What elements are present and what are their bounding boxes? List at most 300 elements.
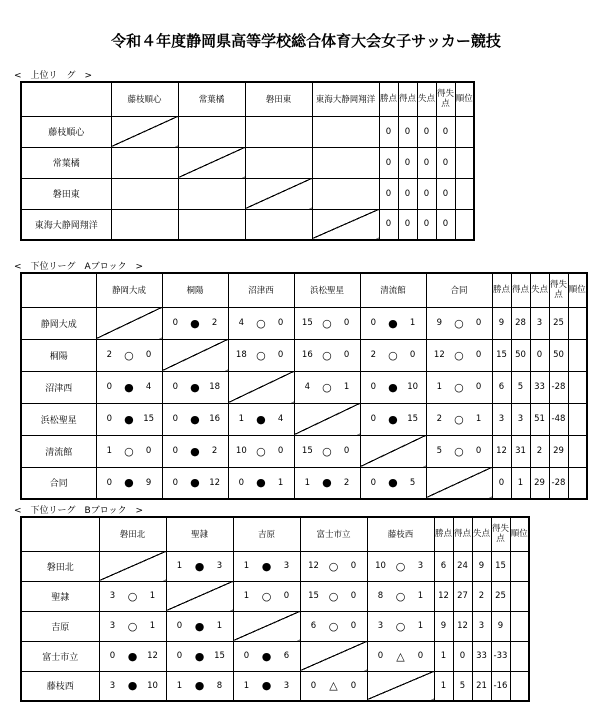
stat-cell: 0 — [453, 641, 472, 671]
goals-against: 0 — [145, 446, 152, 456]
header-row — [21, 82, 474, 116]
match-result-cell — [166, 641, 233, 671]
goals-for: 1 — [304, 477, 311, 488]
result-symbol: ● — [194, 679, 205, 693]
row-header-team: 聖隷 — [21, 581, 99, 611]
result-symbol: ○ — [322, 348, 332, 362]
row-header-team: 磐田東 — [21, 178, 111, 209]
goals-against: 15 — [214, 651, 225, 661]
match-result-cell — [294, 339, 360, 371]
stat-cell: 5 — [453, 671, 472, 701]
goals-for: 0 — [106, 382, 113, 392]
stat-cell: 33 — [472, 641, 491, 671]
stat-cell — [568, 307, 587, 339]
stat-cell — [568, 403, 587, 435]
goals-for: 1 — [238, 414, 245, 424]
result-symbol: ● — [322, 476, 332, 490]
match-result-cell — [111, 147, 178, 178]
stat-cell — [455, 178, 474, 209]
stat-cell: 50 — [511, 339, 530, 371]
goals-against: 0 — [343, 318, 350, 328]
match-result-cell — [111, 209, 178, 240]
result-symbol: ● — [388, 476, 398, 490]
stat-cell: 6 — [492, 371, 511, 403]
diagonal-cell — [312, 209, 379, 240]
stat-cell: 0 — [417, 209, 436, 240]
goals-for: 1 — [243, 680, 250, 691]
goals-against: 4 — [145, 382, 152, 392]
table-row — [21, 403, 587, 435]
goals-for: 15 — [301, 446, 313, 456]
result-symbol: △ — [396, 649, 405, 663]
row-header-team: 東海大静岡翔洋 — [21, 209, 111, 240]
goals-against: 10 — [147, 680, 158, 691]
goals-for: 1 — [106, 446, 113, 456]
result-symbol: ○ — [256, 316, 266, 330]
diagonal-cell — [360, 435, 426, 467]
match-result-cell — [300, 671, 367, 701]
goals-against: 0 — [350, 591, 357, 601]
stat-cell: 5 — [511, 371, 530, 403]
stat-cell: 0 — [379, 147, 398, 178]
result-symbol: ● — [124, 380, 134, 394]
match-result-cell — [228, 339, 294, 371]
goals-against: 16 — [209, 414, 221, 424]
goals-for: 2 — [106, 350, 113, 360]
match-result-cell — [245, 147, 312, 178]
result-symbol: ● — [190, 476, 200, 490]
goals-for: 1 — [436, 382, 443, 392]
row-header-team: 沼津西 — [21, 371, 96, 403]
diagonal-cell — [294, 403, 360, 435]
result-symbol: ○ — [454, 380, 464, 394]
result-symbol: ○ — [454, 412, 464, 426]
match-result-cell — [233, 551, 300, 581]
column-header-stat: 得失点 — [436, 82, 455, 116]
column-header-stat: 順位 — [455, 82, 474, 116]
match-result-cell — [426, 307, 492, 339]
row-header-team: 藤枝西 — [21, 671, 99, 701]
goals-against: 3 — [417, 561, 424, 571]
stat-cell: -28 — [549, 371, 568, 403]
column-header-team: 磐田東 — [245, 82, 312, 116]
goals-for: 1 — [243, 591, 250, 601]
column-header-stat: 失点 — [472, 517, 491, 551]
goals-against: 2 — [343, 477, 350, 488]
stat-cell: 2 — [530, 435, 549, 467]
stat-cell: 28 — [511, 307, 530, 339]
goals-against: 3 — [283, 561, 290, 571]
result-symbol: ○ — [328, 619, 339, 633]
stat-cell: 29 — [549, 435, 568, 467]
goals-for: 10 — [375, 561, 386, 571]
goals-against: 6 — [283, 651, 290, 661]
stat-cell — [568, 435, 587, 467]
stat-cell: 0 — [417, 147, 436, 178]
corner-cell — [21, 82, 111, 116]
table-row — [21, 147, 474, 178]
corner-cell — [21, 517, 99, 551]
goals-against: 1 — [343, 382, 350, 392]
match-result-cell — [233, 671, 300, 701]
goals-against: 3 — [216, 561, 223, 571]
stat-cell — [510, 671, 529, 701]
match-result-cell — [360, 371, 426, 403]
goals-for: 1 — [243, 561, 250, 571]
goals-against: 18 — [209, 382, 221, 392]
table-row — [21, 339, 587, 371]
goals-against: 0 — [277, 350, 284, 360]
match-result-cell — [245, 209, 312, 240]
goals-against: 3 — [283, 680, 290, 691]
goals-for: 9 — [436, 318, 443, 328]
goals-for: 18 — [235, 350, 247, 360]
column-header-stat: 得失点 — [491, 517, 510, 551]
goals-against: 1 — [216, 621, 223, 631]
match-result-cell — [166, 671, 233, 701]
stat-cell: 3 — [492, 403, 511, 435]
match-result-cell — [360, 403, 426, 435]
match-result-cell — [166, 551, 233, 581]
diagonal-cell — [367, 671, 434, 701]
stat-cell: -33 — [491, 641, 510, 671]
result-symbol: ○ — [328, 589, 339, 603]
goals-against: 4 — [277, 414, 284, 424]
match-result-cell — [245, 116, 312, 147]
match-result-cell — [96, 403, 162, 435]
goals-against: 1 — [417, 591, 424, 601]
result-symbol: ● — [124, 412, 134, 426]
stat-cell: 25 — [491, 581, 510, 611]
result-symbol: ○ — [322, 444, 332, 458]
column-header-team: 藤枝西 — [367, 517, 434, 551]
stat-cell: -16 — [491, 671, 510, 701]
result-symbol: ○ — [127, 589, 138, 603]
stat-cell: 1 — [511, 467, 530, 499]
table-row — [21, 671, 529, 701]
match-result-cell — [233, 641, 300, 671]
result-symbol: ○ — [454, 348, 464, 362]
goals-for: 0 — [370, 382, 377, 392]
match-result-cell — [367, 641, 434, 671]
row-header-team: 磐田北 — [21, 551, 99, 581]
goals-against: 2 — [211, 446, 218, 456]
result-symbol: ○ — [388, 348, 398, 362]
match-result-cell — [162, 307, 228, 339]
stat-cell: 9 — [491, 611, 510, 641]
goals-against: 5 — [409, 477, 416, 488]
stat-cell — [455, 147, 474, 178]
result-symbol: ○ — [261, 589, 272, 603]
lower-a-block-label: < 下位リーグ Aブロック > — [14, 262, 144, 272]
result-symbol: ● — [388, 412, 398, 426]
goals-for: 8 — [377, 591, 384, 601]
goals-for: 3 — [109, 591, 116, 601]
result-symbol: ● — [194, 649, 205, 663]
result-symbol: ● — [261, 679, 272, 693]
diagonal-cell — [96, 307, 162, 339]
column-header-team: 浜松聖星 — [294, 273, 360, 307]
lower-b-block-label: < 下位リーグ Bブロック > — [14, 506, 144, 516]
column-header-stat: 失点 — [530, 273, 549, 307]
table-row — [21, 551, 529, 581]
stat-cell: 0 — [398, 209, 417, 240]
result-symbol: ● — [256, 476, 266, 490]
diagonal-cell — [300, 641, 367, 671]
stat-cell: 1 — [434, 641, 453, 671]
goals-against: 9 — [145, 477, 152, 488]
stat-cell: 29 — [530, 467, 549, 499]
table-row — [21, 581, 529, 611]
result-symbol: ● — [190, 316, 200, 330]
result-symbol: ○ — [395, 559, 406, 573]
goals-against: 1 — [475, 414, 482, 424]
goals-against: 10 — [407, 382, 419, 392]
stat-cell: 0 — [398, 178, 417, 209]
match-result-cell — [99, 611, 166, 641]
goals-for: 6 — [310, 621, 317, 631]
goals-for: 4 — [304, 382, 311, 392]
table-row — [21, 435, 587, 467]
stat-cell: 9 — [434, 611, 453, 641]
column-header-team: 沼津西 — [228, 273, 294, 307]
match-result-cell — [99, 671, 166, 701]
column-header-team: 吉原 — [233, 517, 300, 551]
stat-cell — [510, 581, 529, 611]
column-header-team: 東海大静岡翔洋 — [312, 82, 379, 116]
goals-for: 2 — [436, 414, 443, 424]
stat-cell: 0 — [436, 116, 455, 147]
goals-against: 1 — [409, 318, 416, 328]
goals-against: 8 — [216, 680, 223, 691]
goals-for: 3 — [109, 621, 116, 631]
goals-against: 1 — [149, 621, 156, 631]
goals-for: 10 — [235, 446, 247, 456]
column-header-stat: 順位 — [510, 517, 529, 551]
match-result-cell — [312, 178, 379, 209]
table-row — [21, 209, 474, 240]
corner-cell — [21, 273, 96, 307]
goals-for: 5 — [436, 446, 443, 456]
goals-against: 1 — [277, 477, 284, 488]
match-result-cell — [312, 147, 379, 178]
match-result-cell — [300, 551, 367, 581]
goals-for: 0 — [106, 477, 113, 488]
result-symbol: ● — [256, 412, 266, 426]
match-result-cell — [426, 371, 492, 403]
stat-cell: 31 — [511, 435, 530, 467]
stat-cell: 27 — [453, 581, 472, 611]
stat-cell: -48 — [549, 403, 568, 435]
diagonal-cell — [228, 371, 294, 403]
column-header-stat: 勝点 — [379, 82, 398, 116]
stat-cell: 12 — [453, 611, 472, 641]
column-header-stat: 勝点 — [492, 273, 511, 307]
match-result-cell — [367, 551, 434, 581]
match-result-cell — [426, 403, 492, 435]
stat-cell: 2 — [472, 581, 491, 611]
upper-league-table — [20, 81, 475, 241]
row-header-team: 吉原 — [21, 611, 99, 641]
column-header-stat: 勝点 — [434, 517, 453, 551]
match-result-cell — [294, 371, 360, 403]
stat-cell — [568, 339, 587, 371]
goals-against: 0 — [475, 350, 482, 360]
goals-for: 0 — [172, 446, 179, 456]
table-row — [21, 116, 474, 147]
stat-cell: 12 — [434, 581, 453, 611]
row-header-team: 静岡大成 — [21, 307, 96, 339]
goals-against: 0 — [283, 591, 290, 601]
column-header-team: 清流館 — [360, 273, 426, 307]
match-result-cell — [96, 371, 162, 403]
goals-against: 0 — [350, 561, 357, 571]
column-header-stat: 得点 — [453, 517, 472, 551]
goals-against: 0 — [475, 382, 482, 392]
row-header-team: 浜松聖星 — [21, 403, 96, 435]
stat-cell — [510, 611, 529, 641]
match-result-cell — [294, 435, 360, 467]
table-row — [21, 611, 529, 641]
goals-against: 2 — [211, 318, 218, 328]
goals-for: 16 — [301, 350, 313, 360]
row-header-team: 富士市立 — [21, 641, 99, 671]
stat-cell: 25 — [549, 307, 568, 339]
diagonal-cell — [426, 467, 492, 499]
stat-cell: 3 — [530, 307, 549, 339]
goals-for: 0 — [172, 414, 179, 424]
stat-cell: 3 — [472, 611, 491, 641]
goals-for: 4 — [238, 318, 245, 328]
column-header-team: 富士市立 — [300, 517, 367, 551]
result-symbol: ● — [127, 649, 138, 663]
diagonal-cell — [233, 611, 300, 641]
result-symbol: ○ — [454, 444, 464, 458]
goals-against: 12 — [209, 477, 221, 488]
result-symbol: ○ — [124, 444, 134, 458]
stat-cell: 0 — [436, 209, 455, 240]
table-row — [21, 371, 587, 403]
result-symbol: ● — [194, 619, 205, 633]
goals-for: 0 — [370, 477, 377, 488]
diagonal-cell — [245, 178, 312, 209]
result-symbol: ● — [124, 476, 134, 490]
stat-cell — [455, 209, 474, 240]
goals-for: 0 — [106, 414, 113, 424]
goals-for: 12 — [308, 561, 319, 571]
goals-for: 0 — [172, 382, 179, 392]
goals-for: 0 — [370, 318, 377, 328]
goals-for: 0 — [176, 651, 183, 661]
stat-cell: 15 — [491, 551, 510, 581]
match-result-cell — [96, 435, 162, 467]
stat-cell: 12 — [492, 435, 511, 467]
result-symbol: ○ — [328, 559, 339, 573]
goals-for: 0 — [370, 414, 377, 424]
stat-cell: 51 — [530, 403, 549, 435]
match-result-cell — [178, 209, 245, 240]
stat-cell: 21 — [472, 671, 491, 701]
stat-cell: 6 — [434, 551, 453, 581]
result-symbol: ○ — [256, 444, 266, 458]
goals-against: 0 — [277, 446, 284, 456]
row-header-team: 桐陽 — [21, 339, 96, 371]
header-row — [21, 273, 587, 307]
stat-cell: 0 — [379, 116, 398, 147]
column-header-stat: 失点 — [417, 82, 436, 116]
diagonal-cell — [111, 116, 178, 147]
stat-cell: 15 — [492, 339, 511, 371]
stat-cell: 24 — [453, 551, 472, 581]
goals-for: 3 — [109, 680, 116, 691]
upper-league-label: < 上位リ グ > — [14, 71, 93, 81]
goals-against: 0 — [475, 446, 482, 456]
goals-for: 0 — [377, 651, 384, 661]
stat-cell: 0 — [398, 116, 417, 147]
row-header-team: 常葉橘 — [21, 147, 111, 178]
diagonal-cell — [166, 581, 233, 611]
stat-cell — [510, 641, 529, 671]
match-result-cell — [426, 435, 492, 467]
goals-for: 0 — [176, 621, 183, 631]
table-row — [21, 307, 587, 339]
stat-cell: 0 — [436, 178, 455, 209]
column-header-stat: 順位 — [568, 273, 587, 307]
goals-for: 15 — [308, 591, 319, 601]
goals-for: 0 — [172, 477, 179, 488]
goals-against: 0 — [343, 446, 350, 456]
goals-against: 1 — [149, 591, 156, 601]
result-symbol: ● — [388, 380, 398, 394]
stat-cell: 0 — [492, 467, 511, 499]
result-symbol: ○ — [454, 316, 464, 330]
stat-cell: 0 — [398, 147, 417, 178]
goals-for: 1 — [176, 680, 183, 691]
goals-for: 2 — [370, 350, 377, 360]
result-symbol: ○ — [127, 619, 138, 633]
goals-against: 0 — [409, 350, 416, 360]
match-result-cell — [294, 307, 360, 339]
match-result-cell — [99, 641, 166, 671]
match-result-cell — [96, 467, 162, 499]
stat-cell — [568, 371, 587, 403]
stat-cell: 0 — [379, 178, 398, 209]
match-result-cell — [178, 116, 245, 147]
stat-cell: 50 — [549, 339, 568, 371]
goals-against: 0 — [350, 680, 357, 691]
match-result-cell — [111, 178, 178, 209]
stat-cell: 0 — [417, 178, 436, 209]
column-header-team: 磐田北 — [99, 517, 166, 551]
match-result-cell — [367, 611, 434, 641]
row-header-team: 藤枝順心 — [21, 116, 111, 147]
goals-against: 0 — [145, 350, 152, 360]
column-header-team: 合同 — [426, 273, 492, 307]
result-symbol: ● — [190, 444, 200, 458]
stat-cell — [568, 467, 587, 499]
match-result-cell — [162, 435, 228, 467]
row-header-team: 合同 — [21, 467, 96, 499]
page-title: 令和４年度静岡県高等学校総合体育大会女子サッカー競技 — [111, 32, 501, 50]
stat-cell: 9 — [492, 307, 511, 339]
result-symbol: ● — [261, 559, 272, 573]
result-symbol: ● — [190, 380, 200, 394]
column-header-stat: 得点 — [511, 273, 530, 307]
match-result-cell — [233, 581, 300, 611]
goals-against: 1 — [417, 621, 424, 631]
goals-for: 0 — [109, 651, 116, 661]
match-result-cell — [360, 467, 426, 499]
